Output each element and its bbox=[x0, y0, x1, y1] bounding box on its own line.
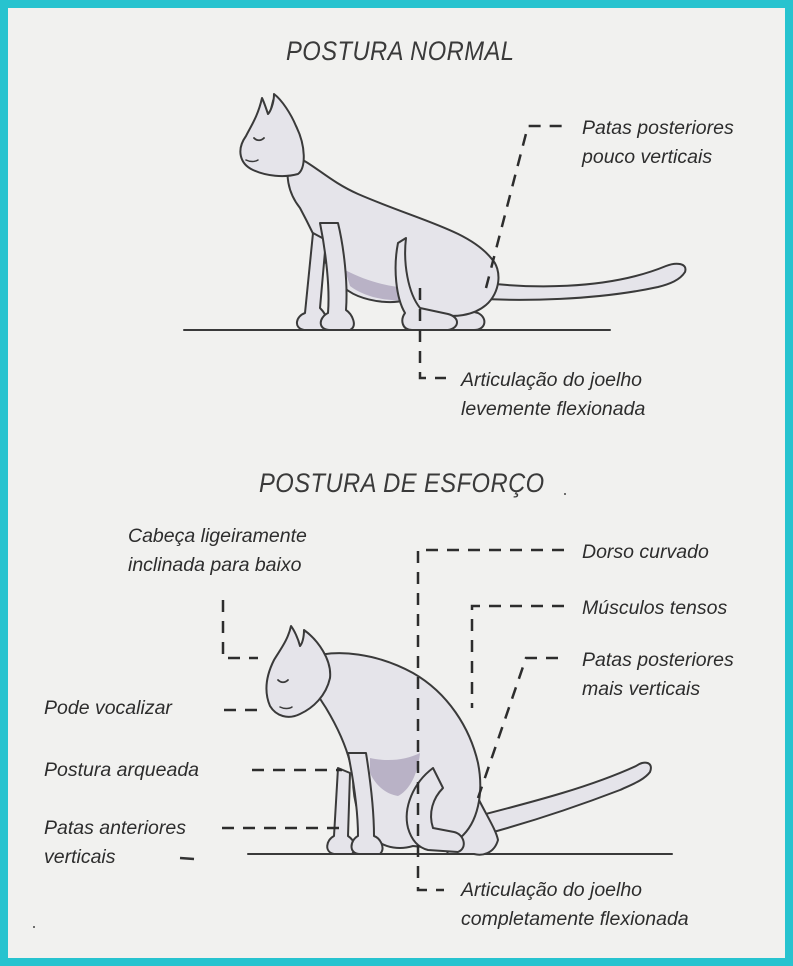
normal-hind-legs-line-2: pouco verticais bbox=[582, 146, 713, 168]
effort-arched-line: Postura arqueada bbox=[44, 759, 200, 781]
diagram-panel bbox=[8, 8, 785, 958]
effort-vocalize-label bbox=[44, 694, 172, 723]
effort-cat-body bbox=[307, 653, 481, 848]
effort-head-label bbox=[128, 522, 307, 580]
effort-knee-line-2: completamente flexionada bbox=[461, 908, 689, 930]
effort-back-line: Dorso curvado bbox=[582, 541, 709, 563]
normal-posture-title: POSTURA NORMAL bbox=[286, 36, 515, 66]
effort-vocalize-line: Pode vocalizar bbox=[44, 697, 172, 719]
effort-knee-line-1: Articulação do joelho bbox=[461, 879, 643, 901]
effort-muscles-line: Músculos tensos bbox=[582, 597, 728, 619]
effort-posture-title: POSTURA DE ESFORÇO bbox=[259, 468, 545, 498]
normal-hind-legs-line-1: Patas posteriores bbox=[582, 117, 734, 139]
effort-head-line-1: Cabeça ligeiramente bbox=[128, 525, 307, 547]
effort-front-legs-line-2: verticais bbox=[44, 846, 116, 868]
effort-cat-head bbox=[267, 626, 331, 717]
effort-back-label bbox=[582, 538, 709, 567]
paper-speck bbox=[564, 493, 566, 495]
effort-hind-legs-leader bbox=[478, 658, 564, 798]
effort-arched-label bbox=[44, 756, 199, 785]
effort-hind-legs-line-2: mais verticais bbox=[582, 678, 701, 700]
effort-knee-label bbox=[461, 876, 689, 934]
normal-cat-far-front-leg bbox=[297, 233, 327, 330]
normal-knee-line-1: Articulação do joelho bbox=[461, 369, 643, 391]
normal-knee-label bbox=[461, 366, 645, 424]
effort-front-legs-label bbox=[44, 814, 186, 872]
effort-head-line-2: inclinada para baixo bbox=[128, 554, 302, 576]
effort-front-legs-line-1: Patas anteriores bbox=[44, 817, 186, 839]
effort-cat-far-front-leg bbox=[327, 768, 355, 854]
effort-head-leader bbox=[223, 600, 258, 658]
normal-hind-legs-leader bbox=[486, 126, 568, 288]
effort-hind-legs-label bbox=[582, 646, 734, 704]
normal-knee-line-2: levemente flexionada bbox=[461, 398, 646, 420]
normal-hind-legs-label bbox=[582, 114, 734, 172]
paper-speck bbox=[33, 926, 35, 928]
effort-cat-tail bbox=[478, 763, 651, 834]
effort-muscles-label bbox=[582, 594, 727, 623]
effort-hind-legs-line-1: Patas posteriores bbox=[582, 649, 734, 671]
